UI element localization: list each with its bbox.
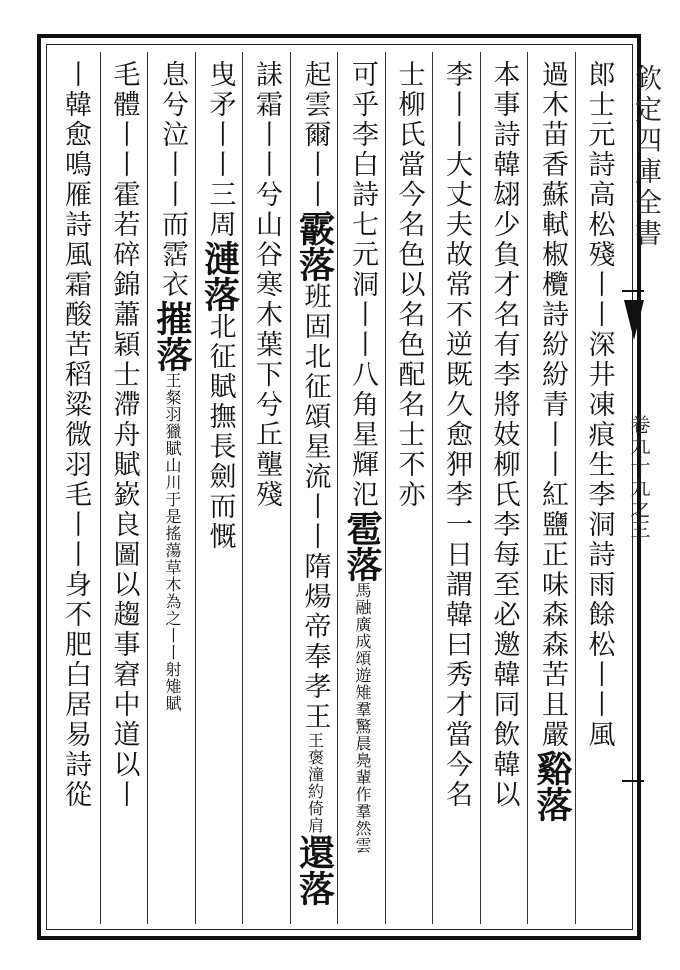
entry-heading: 還落 bbox=[293, 834, 336, 906]
column-text bbox=[386, 52, 433, 932]
body-text: 誄霜丨丨兮山谷寒木葉下兮丘壟殘 bbox=[251, 60, 282, 510]
entry-heading: 霰落 bbox=[293, 210, 336, 282]
annotation-text: 王粲羽獵賦山川于是搖蕩草木為之丨丨射雉賦 bbox=[163, 372, 182, 712]
book-title: 欽定四庫全書 bbox=[630, 64, 661, 250]
entry-heading: 谿落 bbox=[531, 750, 573, 822]
body-text: 郎士元詩高松殘丨丨深井凍痕生李洞詩雨餘松丨丨風 bbox=[583, 60, 615, 750]
text-column bbox=[195, 52, 243, 924]
body-text: 丨韓愈鳴雁詩風霜酸苦稻粱微羽毛丨丨身不肥白居易詩從 bbox=[60, 60, 91, 810]
text-column bbox=[100, 52, 148, 924]
fishtail-mark bbox=[624, 300, 644, 340]
body-text: 息兮泣丨丨而霑衣 bbox=[157, 60, 188, 300]
column-text bbox=[481, 52, 528, 932]
column-text bbox=[243, 52, 290, 932]
column-text bbox=[52, 52, 99, 932]
column-text bbox=[528, 52, 576, 932]
text-column bbox=[52, 52, 100, 924]
body-text: 曳矛丨丨三周 bbox=[204, 60, 236, 240]
body-text: 毛體丨丨霍若碎錦蕭穎士滯舟賦嶔良圖以趨事窘中道以丨 bbox=[108, 60, 140, 810]
entry-heading: 摧落 bbox=[151, 300, 193, 372]
edge-divider bbox=[622, 780, 644, 782]
column-text bbox=[101, 52, 148, 932]
text-column bbox=[337, 52, 385, 924]
column-text bbox=[148, 52, 196, 932]
body-text: 班固北征頌星流丨丨隋煬帝奉孝王 bbox=[299, 282, 331, 732]
annotation-text: 馬融廣成頌遊雉羣驚晨鳧輩作羣然雲 bbox=[353, 582, 372, 854]
body-text: 過木苗香蘇軾椒欖詩紛紛青丨丨紅鹽正味森森苦且嚴 bbox=[537, 60, 568, 750]
column-text bbox=[291, 52, 339, 932]
body-text: 北征賦撫長劍而慨 bbox=[204, 312, 236, 552]
text-column bbox=[575, 52, 623, 924]
body-text: 起雲爾丨丨 bbox=[299, 60, 331, 210]
body-text: 本事詩韓翃少負才名有李將妓柳氏李每至必邀韓同飲韓以 bbox=[488, 60, 520, 810]
body-text: 士柳氏當今名色以名色配名士不亦 bbox=[393, 60, 425, 510]
text-column bbox=[385, 52, 433, 924]
text-columns bbox=[52, 52, 622, 924]
annotation-text: 王褒潼約倚肩 bbox=[305, 732, 325, 834]
body-text: 可乎李白詩七元洞丨丨八角星輝氾 bbox=[347, 60, 378, 510]
text-column bbox=[527, 52, 575, 924]
text-column bbox=[242, 52, 290, 924]
column-text bbox=[196, 52, 244, 932]
entry-heading: 雹落 bbox=[341, 510, 383, 582]
text-column bbox=[432, 52, 480, 924]
body-text: 李丨丨大丈夫故常不逆既久愈狎李一日謂韓曰秀才當今名 bbox=[441, 60, 472, 810]
text-column bbox=[147, 52, 195, 924]
column-text bbox=[576, 52, 623, 932]
text-column bbox=[290, 52, 338, 924]
column-text bbox=[338, 52, 386, 932]
text-column bbox=[480, 52, 528, 924]
volume-label: 卷九十九之三 bbox=[627, 414, 651, 540]
fishtail-divider bbox=[622, 290, 644, 292]
column-text bbox=[433, 52, 480, 932]
entry-heading: 漣落 bbox=[198, 240, 241, 312]
